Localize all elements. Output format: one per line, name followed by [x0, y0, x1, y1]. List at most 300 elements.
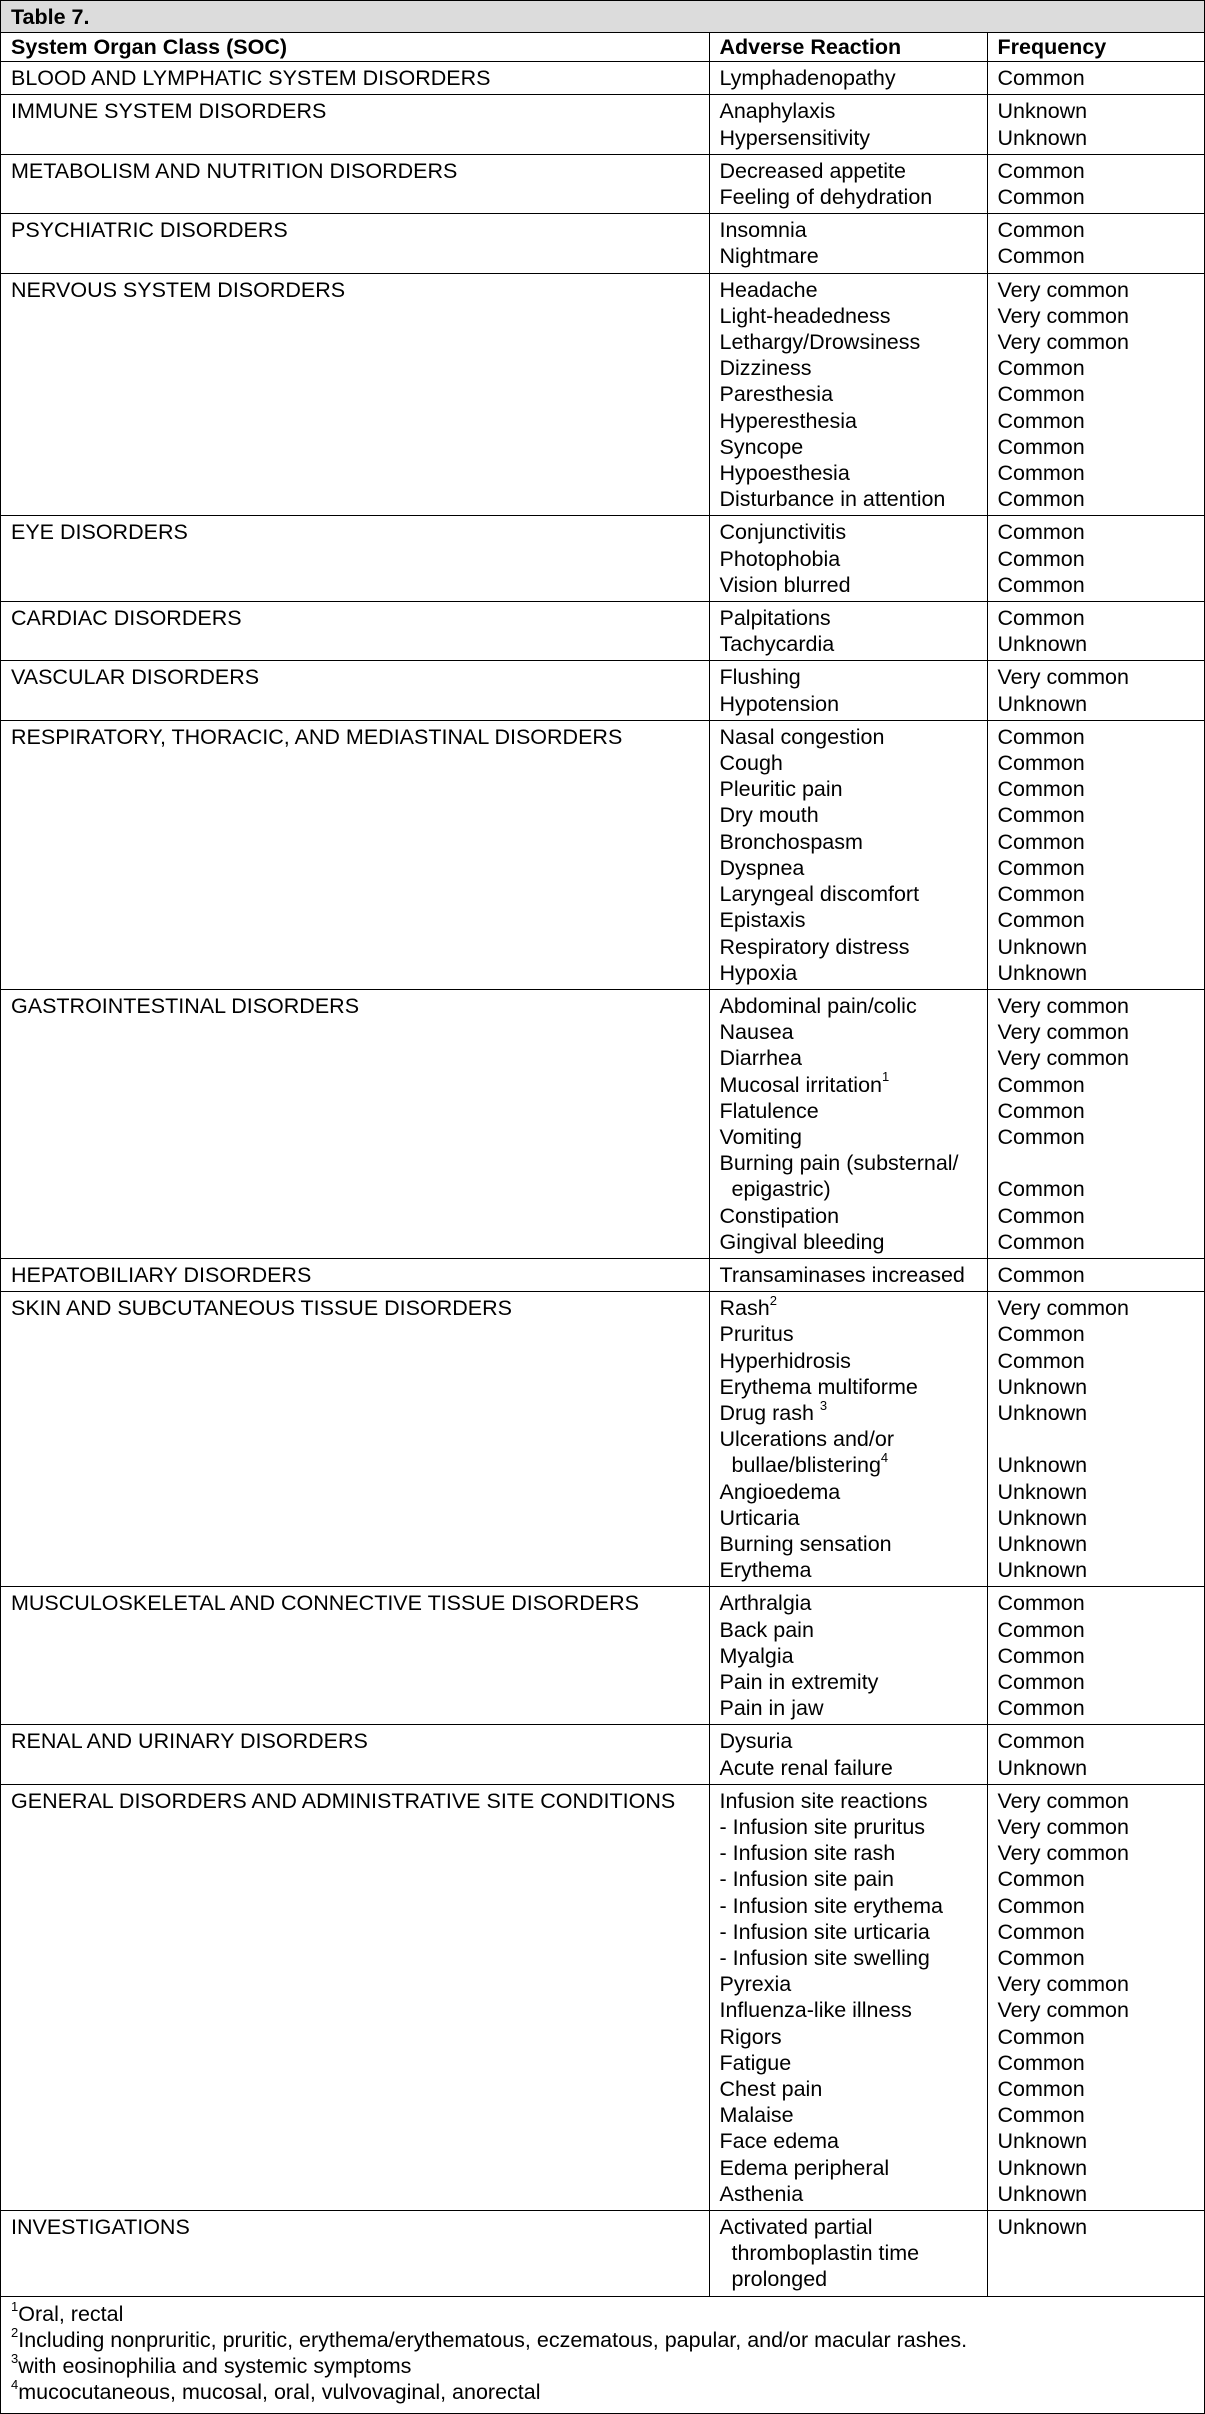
frequency-value: Unknown: [997, 1755, 1088, 1780]
adverse-reaction-text: Headache: [719, 277, 818, 302]
frequency-value: Very common: [997, 993, 1129, 1018]
frequency-value: Common: [997, 158, 1085, 183]
frequency-value: Very common: [997, 277, 1129, 302]
adverse-reaction-item: [720, 1840, 987, 1866]
adverse-reaction-text: Nausea: [719, 1020, 794, 1045]
frequency-value: Common: [997, 1262, 1085, 1287]
adverse-reaction-text: Photophobia: [719, 546, 841, 571]
adverse-reaction-item: [720, 1374, 987, 1400]
frequency-value: Very common: [997, 1020, 1129, 1045]
adverse-reaction-item: [720, 1019, 987, 1045]
frequency-value: Very common: [997, 665, 1129, 690]
soc-cell: [1, 95, 709, 154]
frequency-value: Common: [997, 2103, 1085, 2128]
frequency-value: Common: [997, 1098, 1085, 1123]
adverse-reaction-item: [720, 664, 987, 690]
table-title: Table 7.: [1, 1, 1204, 33]
soc-cell: [1, 989, 709, 1258]
adverse-reaction-item: [720, 519, 987, 545]
adverse-reaction-item: [720, 98, 987, 124]
footnote-text: mucocutaneous, mucosal, oral, vulvovaginal, anorectal: [18, 2380, 541, 2405]
adverse-reaction-item: [720, 2128, 987, 2154]
frequency-value: Common: [997, 751, 1085, 776]
adverse-reaction-text: Flatulence: [719, 1098, 819, 1123]
adverse-reaction-text: bullae/blistering: [731, 1453, 881, 1478]
adverse-reaction-item: [720, 1971, 987, 1997]
adverse-reaction-text: Malaise: [719, 2103, 794, 2128]
adverse-reaction-item: [720, 572, 987, 598]
table-body: [1, 62, 1204, 2296]
frequency-value: Common: [997, 2077, 1085, 2102]
frequency-value: Common: [997, 572, 1085, 597]
frequency-cell: [987, 1725, 1204, 1784]
adverse-reaction-text: Ulcerations and/or: [719, 1427, 894, 1452]
soc-cell: [1, 2211, 709, 2297]
adverse-reaction-item: [720, 2050, 987, 2076]
frequency-value: Common: [997, 1893, 1085, 1918]
frequency-value: Unknown: [997, 691, 1088, 716]
soc-label: CARDIAC DISORDERS: [11, 606, 242, 631]
soc-label: IMMUNE SYSTEM DISORDERS: [11, 99, 327, 124]
adverse-reaction-item: [720, 1866, 987, 1892]
frequency-value: Common: [997, 1177, 1085, 1202]
adverse-reaction-item: [720, 2102, 987, 2128]
footnote-text: with eosinophilia and systemic symptoms: [18, 2354, 412, 2379]
frequency-value: Common: [997, 855, 1085, 880]
adverse-reaction-item: [720, 855, 987, 881]
adverse-reaction-text: thromboplastin time: [731, 2241, 920, 2266]
adverse-reaction-item: [720, 2214, 987, 2240]
adverse-reaction-cell: [709, 2211, 987, 2297]
adverse-reaction-text: - Infusion site swelling: [719, 1946, 930, 1971]
adverse-reaction-text: Anaphylaxis: [719, 99, 836, 124]
footnote-marker: 4: [880, 1450, 889, 1466]
frequency-value: Common: [997, 1669, 1085, 1694]
adverse-reaction-cell: [709, 95, 987, 154]
adverse-reaction-text: Asthenia: [719, 2181, 804, 2206]
adverse-reaction-text: Laryngeal discomfort: [719, 882, 920, 907]
adverse-reaction-item: [720, 2240, 987, 2266]
frequency-value: Common: [997, 606, 1085, 631]
frequency-value: Common: [997, 2050, 1085, 2075]
adverse-reaction-item: [720, 243, 987, 269]
adverse-reaction-item: [720, 2266, 987, 2292]
soc-label: EYE DISORDERS: [11, 520, 188, 545]
footnote-marker: 2: [769, 1292, 777, 1308]
soc-cell: [1, 154, 709, 213]
frequency-value: Common: [997, 356, 1085, 381]
adverse-reaction-text: Arthralgia: [719, 1591, 812, 1616]
frequency-cell: [987, 1587, 1204, 1725]
adverse-reaction-text: Infusion site reactions: [719, 1788, 928, 1813]
soc-cell: [1, 602, 709, 661]
frequency-value: Unknown: [997, 125, 1088, 150]
footnote-text: Including nonpruritic, pruritic, erythema/erythematous, eczematous, papular, and/or macular rashes.: [18, 2327, 968, 2352]
frequency-cell: [987, 602, 1204, 661]
adverse-reaction-item: [720, 486, 987, 512]
frequency-value: Unknown: [997, 1453, 1088, 1478]
adverse-reaction-text: Flushing: [719, 665, 801, 690]
footnotes: [1, 2297, 1204, 2406]
frequency-value: Common: [997, 185, 1085, 210]
adverse-reaction-text: Pruritus: [719, 1322, 794, 1347]
adverse-reaction-item: [719, 1292, 987, 1321]
adverse-reaction-item: [720, 1919, 987, 1945]
adverse-reaction-text: Rigors: [719, 2024, 782, 2049]
adverse-reaction-item: [720, 381, 987, 407]
soc-label: RESPIRATORY, THORACIC, AND MEDIASTINAL DISORDERS: [11, 724, 623, 749]
header-soc: System Organ Class (SOC): [1, 33, 709, 62]
frequency-value: Unknown: [997, 934, 1088, 959]
frequency-value: Very common: [997, 1841, 1129, 1866]
adverse-reaction-text: Pleuritic pain: [719, 777, 843, 802]
adverse-reaction-text: Hypersensitivity: [719, 125, 871, 150]
frequency-value: Common: [997, 908, 1085, 933]
soc-label: BLOOD AND LYMPHATIC SYSTEM DISORDERS: [11, 66, 491, 91]
footnote-number: 4: [11, 2377, 19, 2393]
adverse-reaction-cell: [709, 1258, 987, 1291]
soc-cell: [1, 214, 709, 273]
adverse-reaction-item: [719, 1397, 987, 1426]
frequency-value: Common: [997, 1348, 1085, 1373]
frequency-value: Common: [997, 1124, 1085, 1149]
frequency-value: [998, 1150, 1205, 1176]
table-row: [1, 661, 1204, 720]
adverse-reaction-item: [720, 1176, 987, 1202]
adverse-reaction-item: [720, 1728, 987, 1754]
frequency-value: Unknown: [997, 1531, 1088, 1556]
frequency-cell: [987, 154, 1204, 213]
footnote-number: 1: [11, 2298, 19, 2314]
adverse-reaction-item: [720, 2024, 987, 2050]
frequency-cell: [987, 95, 1204, 154]
adverse-reaction-text: - Infusion site urticaria: [719, 1919, 930, 1944]
adverse-reaction-text: - Infusion site erythema: [719, 1893, 943, 1918]
table-row: [1, 1292, 1204, 1587]
soc-cell: [1, 1587, 709, 1725]
adverse-reaction-item: [720, 1643, 987, 1669]
adverse-reaction-text: Constipation: [719, 1203, 840, 1228]
adverse-reaction-item: [720, 2076, 987, 2102]
frequency-cell: [987, 516, 1204, 602]
adverse-reaction-item: [720, 277, 987, 303]
frequency-value: Common: [997, 1867, 1085, 1892]
frequency-cell: [987, 1292, 1204, 1587]
adverse-reaction-text: Epistaxis: [719, 908, 806, 933]
adverse-reaction-text: Acute renal failure: [719, 1755, 893, 1780]
frequency-value: Common: [997, 1322, 1085, 1347]
soc-label: MUSCULOSKELETAL AND CONNECTIVE TISSUE DISORDERS: [11, 1591, 640, 1616]
adverse-reaction-text: Bronchospasm: [719, 829, 863, 854]
frequency-value: Common: [997, 829, 1085, 854]
table-header-row: [1, 33, 1204, 62]
soc-cell: [1, 1784, 709, 2210]
frequency-value: Unknown: [997, 2181, 1088, 2206]
footnote-text: Oral, rectal: [18, 2301, 124, 2326]
adverse-reaction-text: Feeling of dehydration: [719, 185, 933, 210]
adverse-reaction-text: Insomnia: [719, 218, 807, 243]
adverse-reaction-item: [720, 460, 987, 486]
frequency-value: Common: [997, 777, 1085, 802]
adverse-reaction-text: prolonged: [731, 2267, 828, 2292]
adverse-reaction-text: Decreased appetite: [719, 158, 906, 183]
frequency-value: Very common: [997, 1788, 1129, 1813]
frequency-value: Common: [997, 1919, 1085, 1944]
soc-label: GENERAL DISORDERS AND ADMINISTRATIVE SITE CONDITIONS: [11, 1788, 676, 1813]
frequency-value: Very common: [997, 1998, 1129, 2023]
adverse-reaction-text: Dry mouth: [719, 803, 819, 828]
adverse-reaction-item: [720, 1755, 987, 1781]
frequency-value: Unknown: [997, 2129, 1088, 2154]
adverse-reaction-cell: [709, 214, 987, 273]
table-row: [1, 720, 1204, 989]
frequency-value: Unknown: [997, 1558, 1088, 1583]
adverse-reaction-item: [720, 1814, 987, 1840]
adverse-reaction-item: [720, 217, 987, 243]
frequency-value: Common: [997, 244, 1085, 269]
adverse-reaction-text: Nasal congestion: [719, 724, 885, 749]
adverse-reaction-text: Disturbance in attention: [719, 487, 946, 512]
adverse-reaction-text: Dysuria: [719, 1729, 793, 1754]
adverse-reaction-cell: [709, 1292, 987, 1587]
frequency-value: Unknown: [997, 1505, 1088, 1530]
soc-cell: [1, 1292, 709, 1587]
adverse-reaction-text: Gingival bleeding: [719, 1229, 885, 1254]
adverse-reaction-text: Pain in jaw: [719, 1696, 824, 1721]
soc-label: RENAL AND URINARY DISORDERS: [11, 1729, 368, 1754]
table-row: [1, 273, 1204, 516]
adverse-reaction-text: Transaminases increased: [719, 1262, 965, 1287]
adverse-reaction-item: [720, 750, 987, 776]
adverse-reaction-text: Tachycardia: [719, 632, 835, 657]
table-row: [1, 154, 1204, 213]
frequency-value: Common: [997, 218, 1085, 243]
adverse-reaction-item: [720, 329, 987, 355]
adverse-reaction-text: Vision blurred: [719, 572, 851, 597]
adverse-reaction-text: Activated partial: [719, 2215, 873, 2240]
soc-cell: [1, 661, 709, 720]
adverse-reaction-item: [720, 934, 987, 960]
adverse-reaction-item: [720, 1229, 987, 1255]
adverse-reaction-item: [720, 184, 987, 210]
adverse-reaction-item: [720, 355, 987, 381]
adverse-reaction-text: Diarrhea: [719, 1046, 802, 1071]
adverse-reaction-item: [720, 1945, 987, 1971]
footnote: [11, 2379, 1204, 2405]
adverse-reaction-item: [720, 2181, 987, 2207]
footnote-marker: 1: [882, 1069, 890, 1085]
frequency-value: Unknown: [997, 1479, 1088, 1504]
header-frequency: Frequency: [987, 33, 1204, 62]
adverse-reaction-item: [720, 605, 987, 631]
frequency-cell: [987, 273, 1204, 516]
adverse-reaction-text: Burning pain (substernal/: [719, 1151, 959, 1176]
adverse-reaction-text: Dizziness: [719, 356, 812, 381]
frequency-value: Very common: [997, 303, 1129, 328]
adverse-reaction-text: Paresthesia: [719, 382, 834, 407]
frequency-cell: [987, 1258, 1204, 1291]
soc-label: VASCULAR DISORDERS: [11, 665, 260, 690]
adverse-reaction-item: [720, 2155, 987, 2181]
soc-cell: [1, 720, 709, 989]
soc-cell: [1, 1725, 709, 1784]
adverse-reaction-item: [720, 907, 987, 933]
adverse-reaction-text: Pyrexia: [719, 1972, 792, 1997]
frequency-cell: [987, 62, 1204, 95]
adverse-reaction-cell: [709, 989, 987, 1258]
frequency-value: Unknown: [997, 99, 1088, 124]
adverse-reaction-item: [720, 1203, 987, 1229]
adverse-reaction-item: [720, 65, 987, 91]
frequency-value: Common: [997, 520, 1085, 545]
frequency-value: Common: [997, 1946, 1085, 1971]
adverse-reaction-text: Nightmare: [719, 244, 819, 269]
table-row: [1, 214, 1204, 273]
frequency-cell: [987, 214, 1204, 273]
frequency-cell: [987, 661, 1204, 720]
adverse-reaction-text: Erythema multiforme: [719, 1374, 918, 1399]
adverse-reaction-text: Respiratory distress: [719, 934, 910, 959]
frequency-value: Unknown: [997, 1374, 1088, 1399]
adverse-reaction-text: Angioedema: [719, 1479, 841, 1504]
adverse-reaction-text: Drug rash: [719, 1400, 820, 1425]
soc-cell: [1, 273, 709, 516]
frequency-value: Common: [997, 1643, 1085, 1668]
adverse-reactions-table: [1, 33, 1204, 2297]
adverse-reaction-item: [720, 1893, 987, 1919]
frequency-value: Common: [997, 803, 1085, 828]
adverse-reaction-text: Edema peripheral: [719, 2155, 890, 2180]
adverse-reaction-cell: [709, 1725, 987, 1784]
adverse-reaction-cell: [709, 602, 987, 661]
adverse-reaction-item: [720, 1531, 987, 1557]
adverse-reaction-text: Cough: [719, 751, 783, 776]
adverse-reaction-cell: [709, 720, 987, 989]
adverse-reaction-item: [720, 1479, 987, 1505]
adverse-reaction-item: [720, 1617, 987, 1643]
adverse-reaction-item: [720, 631, 987, 657]
frequency-value: Common: [997, 2024, 1085, 2049]
frequency-value: [998, 2266, 1205, 2292]
adverse-reaction-text: Face edema: [719, 2129, 840, 2154]
frequency-value: [998, 1426, 1205, 1452]
adverse-reaction-text: Pain in extremity: [719, 1669, 879, 1694]
frequency-cell: [987, 1784, 1204, 2210]
adverse-reaction-item: [720, 546, 987, 572]
adverse-reaction-text: - Infusion site rash: [719, 1841, 896, 1866]
frequency-cell: [987, 2211, 1204, 2297]
frequency-value: Common: [997, 382, 1085, 407]
adverse-reaction-item: [720, 1557, 987, 1583]
adverse-reaction-cell: [709, 154, 987, 213]
adverse-reaction-item: [719, 1069, 987, 1098]
table-row: [1, 516, 1204, 602]
adverse-reaction-item: [720, 993, 987, 1019]
adverse-reaction-item: [720, 1695, 987, 1721]
table-row: [1, 1258, 1204, 1291]
adverse-reaction-cell: [709, 62, 987, 95]
soc-cell: [1, 516, 709, 602]
adverse-reaction-item: [720, 1098, 987, 1124]
table-row: [1, 1784, 1204, 2210]
soc-label: NERVOUS SYSTEM DISORDERS: [11, 277, 346, 302]
adverse-reaction-text: Conjunctivitis: [719, 520, 847, 545]
footnote-number: 2: [11, 2324, 19, 2340]
adverse-reaction-item: [720, 1150, 987, 1176]
adverse-reaction-item: [720, 1590, 987, 1616]
adverse-reaction-item: [720, 960, 987, 986]
frequency-value: Common: [997, 408, 1085, 433]
adverse-reaction-cell: [709, 1784, 987, 2210]
adverse-reaction-item: [720, 408, 987, 434]
adverse-reaction-item: [720, 158, 987, 184]
frequency-value: Unknown: [997, 2215, 1088, 2240]
frequency-value: Unknown: [997, 960, 1088, 985]
adverse-reaction-text: Back pain: [719, 1617, 814, 1642]
table-row: [1, 1725, 1204, 1784]
frequency-value: Common: [997, 1072, 1085, 1097]
adverse-reaction-text: - Infusion site pain: [719, 1867, 894, 1892]
frequency-value: Unknown: [997, 1400, 1088, 1425]
adverse-reaction-text: Light-headedness: [719, 303, 891, 328]
header-adverse-reaction: Adverse Reaction: [709, 33, 987, 62]
frequency-value: Very common: [997, 1972, 1129, 1997]
adverse-reaction-item: [720, 829, 987, 855]
table-row: [1, 1587, 1204, 1725]
adverse-reaction-item: [720, 1045, 987, 1071]
frequency-value: Common: [997, 1617, 1085, 1642]
frequency-value: Unknown: [997, 632, 1088, 657]
soc-label: GASTROINTESTINAL DISORDERS: [11, 993, 360, 1018]
frequency-value: Common: [997, 1591, 1085, 1616]
table-row: [1, 62, 1204, 95]
frequency-value: Common: [997, 1729, 1085, 1754]
soc-label: INVESTIGATIONS: [11, 2215, 190, 2240]
frequency-value: Common: [997, 1229, 1085, 1254]
adverse-reaction-item: [720, 881, 987, 907]
adverse-reaction-text: Palpitations: [719, 606, 831, 631]
table-row: [1, 2211, 1204, 2297]
adverse-reaction-cell: [709, 516, 987, 602]
table-row: [1, 989, 1204, 1258]
frequency-value: Common: [997, 724, 1085, 749]
adverse-reaction-item: [720, 691, 987, 717]
adverse-reaction-item: [720, 1321, 987, 1347]
adverse-reaction-cell: [709, 273, 987, 516]
frequency-value: Common: [997, 546, 1085, 571]
adverse-reaction-item: [720, 1124, 987, 1150]
adverse-reaction-item: [720, 1262, 987, 1288]
soc-cell: [1, 62, 709, 95]
adverse-reaction-item: [720, 1505, 987, 1531]
adverse-reaction-item: [720, 724, 987, 750]
frequency-value: Common: [997, 434, 1085, 459]
adverse-reaction-item: [720, 125, 987, 151]
adverse-reaction-item: [720, 303, 987, 329]
adverse-reaction-item: [720, 1348, 987, 1374]
adverse-reaction-text: Vomiting: [719, 1124, 802, 1149]
adverse-reaction-text: Myalgia: [719, 1643, 794, 1668]
table-row: [1, 95, 1204, 154]
adverse-reaction-text: Hypotension: [719, 691, 840, 716]
footnote: [11, 2324, 1204, 2353]
adverse-reaction-text: Lethargy/Drowsiness: [719, 330, 921, 355]
frequency-value: Common: [997, 66, 1085, 91]
frequency-value: Very common: [997, 1815, 1129, 1839]
adverse-reaction-text: Abdominal pain/colic: [719, 993, 917, 1018]
frequency-cell: [987, 989, 1204, 1258]
adverse-reaction-text: Hypoxia: [719, 960, 798, 985]
